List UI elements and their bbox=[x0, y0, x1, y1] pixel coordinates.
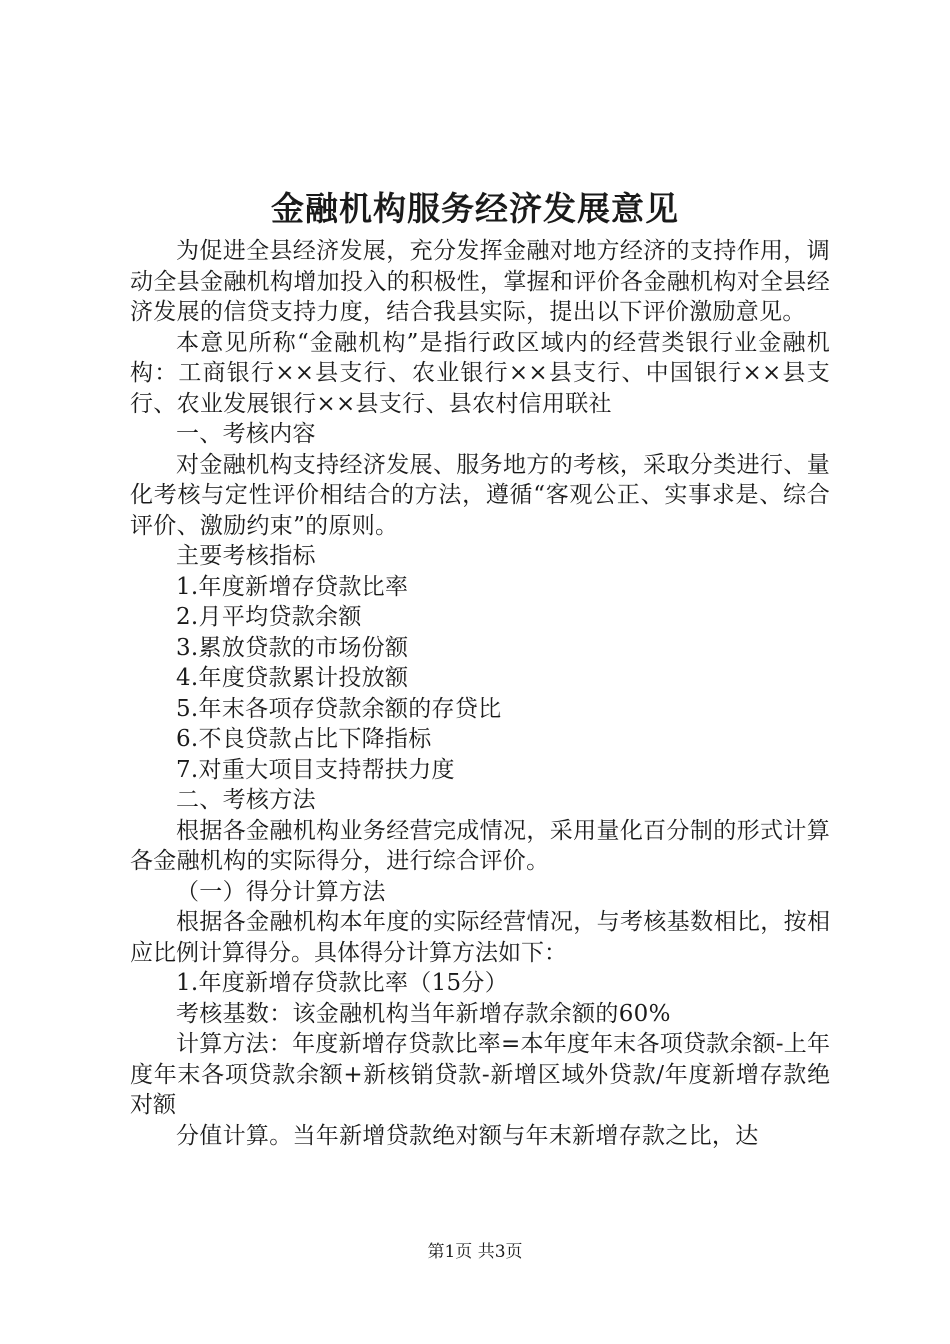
paragraph-method-overview: 根据各金融机构业务经营完成情况，采用量化百分制的形式计算各金融机构的实际得分，进行综合评价。 bbox=[130, 817, 830, 874]
subheading-main-indicators: 主要考核指标 bbox=[176, 543, 316, 569]
section-heading-assessment-content: 一、考核内容 bbox=[176, 421, 316, 447]
document-title: 金融机构服务经济发展意见 bbox=[271, 189, 679, 228]
indicator-item: 3.累放贷款的市场份额 bbox=[176, 634, 409, 661]
paragraph-score-value: 分值计算。当年新增贷款绝对额与年末新增存款之比，达 bbox=[176, 1122, 759, 1149]
indicator-item: 5.年末各项存贷款余额的存贷比 bbox=[176, 695, 502, 722]
indicator-item: 6.不良贷款占比下降指标 bbox=[176, 726, 432, 752]
paragraph-definition: 本意见所称“金融机构”是指行政区域内的经营类银行业金融机构：工商银行××县支行、农业银行××县支行、中国银行××县支行、农业发展银行××县支行、县农村信用联社 bbox=[130, 329, 830, 417]
indicator-item: 4.年度贷款累计投放额 bbox=[176, 665, 409, 691]
subheading-score-calculation: （一）得分计算方法 bbox=[176, 878, 386, 905]
paragraph-assessment-principle: 对金融机构支持经济发展、服务地方的考核，采取分类进行、量化考核与定性评价相结合的方法，遵循“客观公正、实事求是、综合评价、激励约束”的原则。 bbox=[130, 451, 830, 539]
page-number-footer: 第1页 共3页 bbox=[427, 1242, 523, 1262]
paragraph-assessment-base: 考核基数：该金融机构当年新增存款余额的60% bbox=[176, 1000, 671, 1027]
indicator-item: 7.对重大项目支持帮扶力度 bbox=[176, 756, 455, 783]
paragraph-indicator-1-title: 1.年度新增存贷款比率（15分） bbox=[176, 970, 509, 996]
document-body bbox=[130, 236, 830, 1151]
paragraph-calculation-method: 计算方法：年度新增存贷款比率=本年度年末各项贷款余额-上年度年末各项贷款余额+新核销贷款-新增区域外贷款/年度新增存款绝对额 bbox=[130, 1031, 830, 1118]
paragraph-intro: 为促进全县经济发展，充分发挥金融对地方经济的支持作用，调动全县金融机构增加投入的积极性，掌握和评价各金融机构对全县经济发展的信贷支持力度，结合我县实际，提出以下评价激励意见。 bbox=[130, 238, 830, 325]
section-heading-assessment-method: 二、考核方法 bbox=[176, 787, 316, 813]
indicator-item: 2.月平均贷款余额 bbox=[176, 604, 362, 630]
indicator-item: 1.年度新增存贷款比率 bbox=[176, 573, 409, 600]
paragraph-score-basis: 根据各金融机构本年度的实际经营情况，与考核基数相比，按相应比例计算得分。具体得分计算方法如下： bbox=[130, 909, 830, 966]
